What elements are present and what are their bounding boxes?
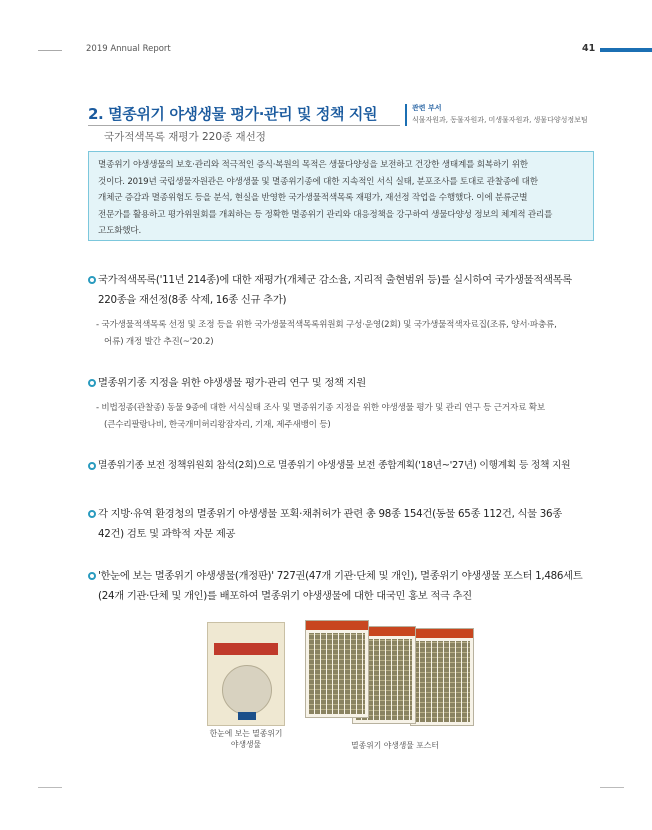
item-text: 국가적색목록('11년 214종)에 대한 재평가(개체군 감소율, 지리적 출현범위 등)를 실시하여 국가생물적색목록 xyxy=(98,274,572,286)
summary-line: 개체군 증감과 멸종위험도 등을 분석, 현실을 반영한 국가생물적색목록 재평가, 재선정 작업을 수행했다. 이에 분류군별 xyxy=(98,193,528,204)
bullet-circle-icon xyxy=(88,510,96,518)
item-text: 220종을 재선정(8종 삭제, 16종 신규 추가) xyxy=(98,294,287,306)
bullet-circle-icon xyxy=(88,462,96,470)
poster-image xyxy=(305,620,369,718)
dept-list: 식물자원과, 동물자원과, 미생물자원과, 생물다양성정보팀 xyxy=(412,116,588,124)
footer-rule-right xyxy=(600,787,624,788)
dept-label: 관련 부서 xyxy=(412,104,442,112)
bullet-circle-icon xyxy=(88,276,96,284)
item-text: 각 지방·유역 환경청의 멸종위기 야생생물 포획·채취허가 관련 총 98종 154건(동물 65종 112건, 식물 36종 xyxy=(98,508,562,520)
report-title: 2019 Annual Report xyxy=(86,44,171,54)
sub-item-text: (큰수리팔랑나비, 한국개미허리왕잠자리, 기재, 제주새뱅이 등) xyxy=(104,420,331,430)
dept-divider xyxy=(405,104,407,126)
bullet-circle-icon xyxy=(88,572,96,580)
book-caption: 한눈에 보는 멸종위기 야생생물 xyxy=(209,729,283,749)
bullet-circle-icon xyxy=(88,379,96,387)
summary-line: 멸종위기 야생생물의 보호·관리와 적극적인 증식·복원의 목적은 생물다양성을 보전하고 건강한 생태계를 회복하기 위한 xyxy=(98,160,528,170)
list-item xyxy=(88,456,598,476)
title-underline xyxy=(88,125,400,126)
item-text: 멸종위기종 지정을 위한 야생생물 평가·관리 연구 및 정책 지원 xyxy=(98,377,366,389)
item-text: (24개 기관·단체 및 개인)를 배포하여 멸종위기 야생생물에 대한 대국민 홍보 적극 추진 xyxy=(98,590,472,602)
poster-caption: 멸종위기 야생생물 포스터 xyxy=(351,741,439,750)
sub-item-text: 어류) 개정 발간 추진(~'20.2) xyxy=(104,337,214,347)
header-accent-bar xyxy=(600,48,652,52)
sub-item-text: - 국가생물적색목록 선정 및 조정 등을 위한 국가생물적색목록위원회 구성·운영(2회) 및 국가생물적색자료집(조류, 양서·파충류, xyxy=(96,320,557,330)
item-text: '한눈에 보는 멸종위기 야생생물(개정판)' 727권(47개 기관·단체 및 개인), 멸종위기 야생생물 포스터 1,486세트 xyxy=(98,570,583,582)
summary-line: 것이다. 2019년 국립생물자원관은 야생생물 및 멸종위기종에 대한 지속적인 서식 실태, 분포조사를 토대로 관찰종에 대한 xyxy=(98,176,538,187)
item-text: 멸종위기종 보전 정책위원회 참석(2회)으로 멸종위기 야생생물 보전 종합계획('18년~'27년) 이행계획 등 정책 지원 xyxy=(98,460,571,471)
sub-item xyxy=(96,317,598,351)
summary-line: 고도화했다. xyxy=(98,226,142,237)
summary-box xyxy=(88,151,594,241)
section-subtitle: 국가적색목록 재평가 220종 재선정 xyxy=(104,131,266,143)
list-item xyxy=(88,566,598,606)
item-text: 42건) 검토 및 과학적 자문 제공 xyxy=(98,528,236,540)
poster-image xyxy=(410,628,474,726)
header-rule-left xyxy=(38,50,62,51)
section-title: 2. 멸종위기 야생생물 평가·관리 및 정책 지원 xyxy=(88,105,378,123)
list-item xyxy=(88,504,598,544)
list-item xyxy=(88,373,598,393)
sub-item xyxy=(96,400,598,434)
page-number: 41 xyxy=(582,43,596,54)
footer-rule-left xyxy=(38,787,62,788)
book-cover-image xyxy=(207,622,285,726)
list-item xyxy=(88,270,598,310)
sub-item-text: - 비법정종(관찰종) 동물 9종에 대한 서식실태 조사 및 멸종위기종 지정을 위한 야생생물 평가 및 관리 연구 등 근거자료 확보 xyxy=(96,403,545,413)
summary-line: 전문가를 활용하고 평가위원회를 개최하는 등 정확한 멸종위기 관리와 대응정책을 강구하여 생물다양성 정보의 체계적 관리를 xyxy=(98,209,553,220)
